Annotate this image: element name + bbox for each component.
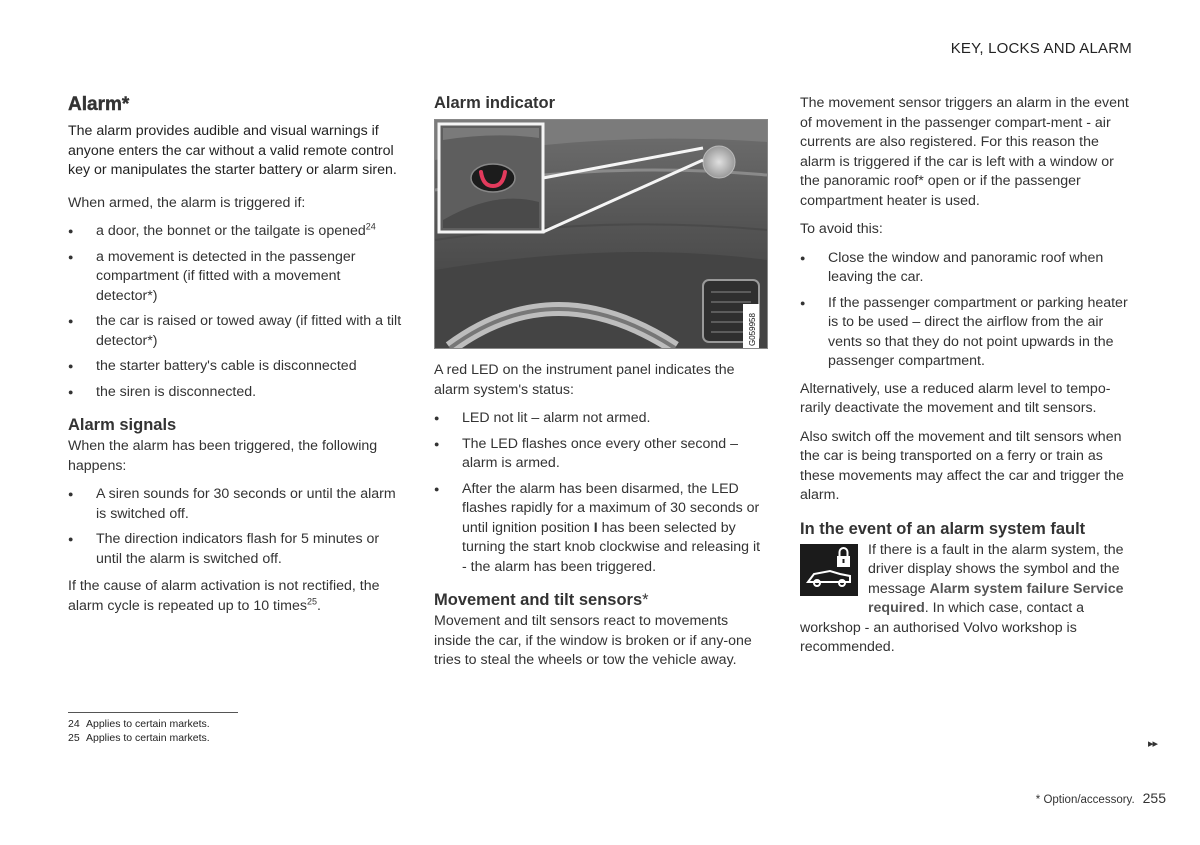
signals-list [68,485,402,569]
list-item: ● If the passenger compartment or parking heater is to be used – direct the airflow from the air vents so that they do not point upwards in the passenger compartment. [800,294,1135,372]
alarm-cycle-text: If the cause of alarm activation is not rectified, the alarm cycle is repeated up to 10 times$^{25}$. [68,578,380,614]
continue-arrows-icon: ▸▸ [1148,738,1158,750]
column-indicator [434,94,768,680]
list-item: ● A siren sounds for 30 seconds or until the alarm is switched off. [68,485,402,524]
running-header: KEY, LOCKS AND ALARM [950,40,1132,57]
instrument-panel-photo [434,119,768,349]
footnote: 24 Applies to certain markets. [68,718,210,730]
list-item: ● Close the window and panoramic roof when leaving the car. [800,249,1135,288]
alarm-signals-heading: Alarm signals [68,416,177,434]
signals-lead: When the alarm has been triggered, the following happens: [68,438,378,474]
alternative-text: Alternatively, use a reduced alarm level to tempo-rarily deactivate the movement and tilt sensors. [800,380,1111,416]
avoid-lead: To avoid this: [800,221,883,237]
alarm-fault-heading: In the event of an alarm system fault [800,519,1086,538]
switch-off-text: Also switch off the movement and tilt sensors when the car is being transported on a ferry or train as these movements may affect the car and trigger the alarm. [800,428,1124,503]
page-number: 255 [1142,790,1166,806]
list-item: ● a door, the bonnet or the tailgate is opened$^{24}$ [68,222,402,242]
column-alarm [68,94,402,625]
fault-text: If there is a fault in the alarm system, the driver display shows the symbol and the message Alarm system failure Service required. In which case, contact a workshop - an authorised Volvo workshop is recommended. [800,541,1124,655]
list-item: ● the siren is disconnected. [68,383,402,403]
armed-lead: When armed, the alarm is triggered if: [68,194,306,211]
photo-code: G059958 [748,313,757,346]
list-item: ● LED not lit – alarm not armed. [434,409,768,429]
list-item: ● the starter battery's cable is disconnected [68,357,402,377]
footnote: 25 Applies to certain markets. [68,732,210,744]
column-sensors [800,94,1135,667]
alarm-indicator-heading: Alarm indicator [434,94,556,112]
list-item: ● After the alarm has been disarmed, the LED flashes rapidly for a maximum of 30 seconds or until ignition position I has been selected by turning the start knob clockwise and releasing it - the alarm has been triggered. [434,480,768,578]
footnote-ref: 24 [365,221,376,232]
alarm-intro: The alarm provides audible and visual warnings if anyone enters the car without a valid remote control key or manipulates the starter battery or alarm siren. [68,123,397,178]
sensors-text: Movement and tilt sensors react to movements inside the car, if the window is broken or if any-one tries to steal the wheels or tow the vehicle away. [434,613,752,668]
led-lead: A red LED on the instrument panel indicates the alarm system's status: [434,362,735,398]
fault-message: Alarm system failure Service required [868,580,1124,616]
option-note: * Option/accessory. [1035,794,1135,806]
list-item: ● The direction indicators flash for 5 minutes or until the alarm is switched off. [68,530,402,569]
list-item: ● the car is raised or towed away (if fitted with a tilt detector*) [68,312,402,351]
car-lock-icon [800,544,858,596]
list-item: ● a movement is detected in the passenger compartment (if fitted with a movement detector*) [68,248,402,307]
led-list [434,409,768,577]
armed-list [68,222,402,402]
avoid-list [800,249,1135,372]
page-footer [1036,790,1166,806]
movement-tilt-heading: Movement and tilt sensors* [434,591,649,609]
footnote-ref: 25 [306,595,317,606]
footnotes [68,712,238,745]
list-item: ● The LED flashes once every other second – alarm is armed. [434,435,768,474]
movement-text: The movement sensor triggers an alarm in the event of movement in the passenger compart-ment - air currents are also registered. For this reason the alarm is triggered if the car is left with a window or the panoramic roof* open or if the passenger compartment heater is used. [800,95,1129,209]
alarm-title: Alarm* [68,94,130,115]
